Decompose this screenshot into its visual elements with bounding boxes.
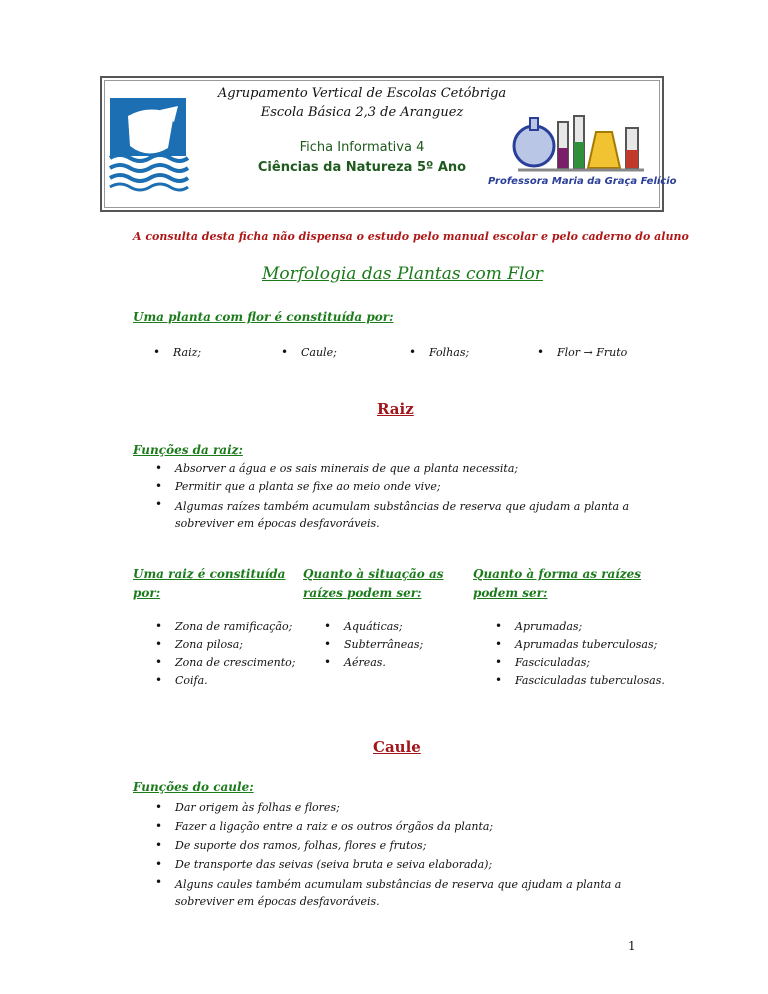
list-item: • Subterrâneas; bbox=[324, 637, 424, 651]
teacher-name: Professora Maria da Graça Felício bbox=[488, 176, 677, 187]
list-item: • Fasciculadas; bbox=[495, 655, 591, 669]
list-item: • Aéreas. bbox=[324, 655, 386, 669]
list-item: • Zona pilosa; bbox=[155, 637, 244, 651]
list-item: • Coifa. bbox=[155, 673, 208, 687]
list-item: • Fazer a ligação entre a raiz e os outros órgãos da planta; bbox=[155, 819, 494, 833]
list-item: • Raiz; bbox=[153, 345, 202, 359]
list-item: • Fasciculadas tuberculosas. bbox=[495, 673, 665, 687]
list-item: • Algumas raízes também acumulam substâncias de reserva que ajudam a planta a sobreviver em épocas desfavoráveis. bbox=[155, 497, 630, 530]
list-item: • Aprumadas tuberculosas; bbox=[495, 637, 658, 651]
school-name-line2: Escola Básica 2,3 de Aranguez bbox=[260, 105, 464, 120]
lab-glassware-illustration bbox=[508, 112, 648, 176]
list-item: • Aprumadas; bbox=[495, 619, 583, 633]
caule-functions-heading: Funções do caule: bbox=[133, 780, 254, 794]
page-number: 1 bbox=[628, 939, 636, 953]
list-item: • Folhas; bbox=[409, 345, 470, 359]
sheet-subtitle: Ciências da Natureza 5º Ano bbox=[257, 160, 467, 175]
composition-heading: Uma planta com flor é constituída por: bbox=[133, 310, 394, 324]
main-title: Morfologia das Plantas com Flor bbox=[262, 264, 543, 284]
list-item: • Dar origem às folhas e flores; bbox=[155, 800, 340, 814]
list-item: • Zona de crescimento; bbox=[155, 655, 296, 669]
list-item: • Caule; bbox=[281, 345, 337, 359]
raiz-situation-heading: Quanto à situação as raízes podem ser: bbox=[303, 567, 444, 600]
school-logo bbox=[108, 96, 190, 192]
list-item: • Flor → Fruto bbox=[537, 345, 628, 359]
list-item: • Permitir que a planta se fixe ao meio onde vive; bbox=[155, 479, 441, 493]
raiz-shape-heading: Quanto à forma as raízes podem ser: bbox=[473, 567, 642, 600]
raiz-constitution-heading: Uma raiz é constituída por: bbox=[133, 567, 286, 600]
caule-title: Caule bbox=[373, 738, 421, 756]
raiz-title: Raiz bbox=[377, 400, 414, 418]
school-name-line1: Agrupamento Vertical de Escolas Cetóbriga bbox=[217, 86, 507, 101]
study-notice: A consulta desta ficha não dispensa o estudo pelo manual escolar e pelo caderno do aluno bbox=[133, 230, 689, 243]
sheet-title: Ficha Informativa 4 bbox=[299, 140, 425, 155]
list-item: • De transporte das seivas (seiva bruta e seiva elaborada); bbox=[155, 857, 493, 871]
list-item: • Aquáticas; bbox=[324, 619, 403, 633]
list-item: • Absorver a água e os sais minerais de que a planta necessita; bbox=[155, 461, 519, 475]
list-item: • Zona de ramificação; bbox=[155, 619, 293, 633]
list-item: • De suporte dos ramos, folhas, flores e frutos; bbox=[155, 838, 427, 852]
raiz-functions-heading: Funções da raiz: bbox=[133, 443, 243, 457]
list-item: • Alguns caules também acumulam substâncias de reserva que ajudam a planta a sobreviver em épocas desfavoráveis. bbox=[155, 875, 622, 908]
